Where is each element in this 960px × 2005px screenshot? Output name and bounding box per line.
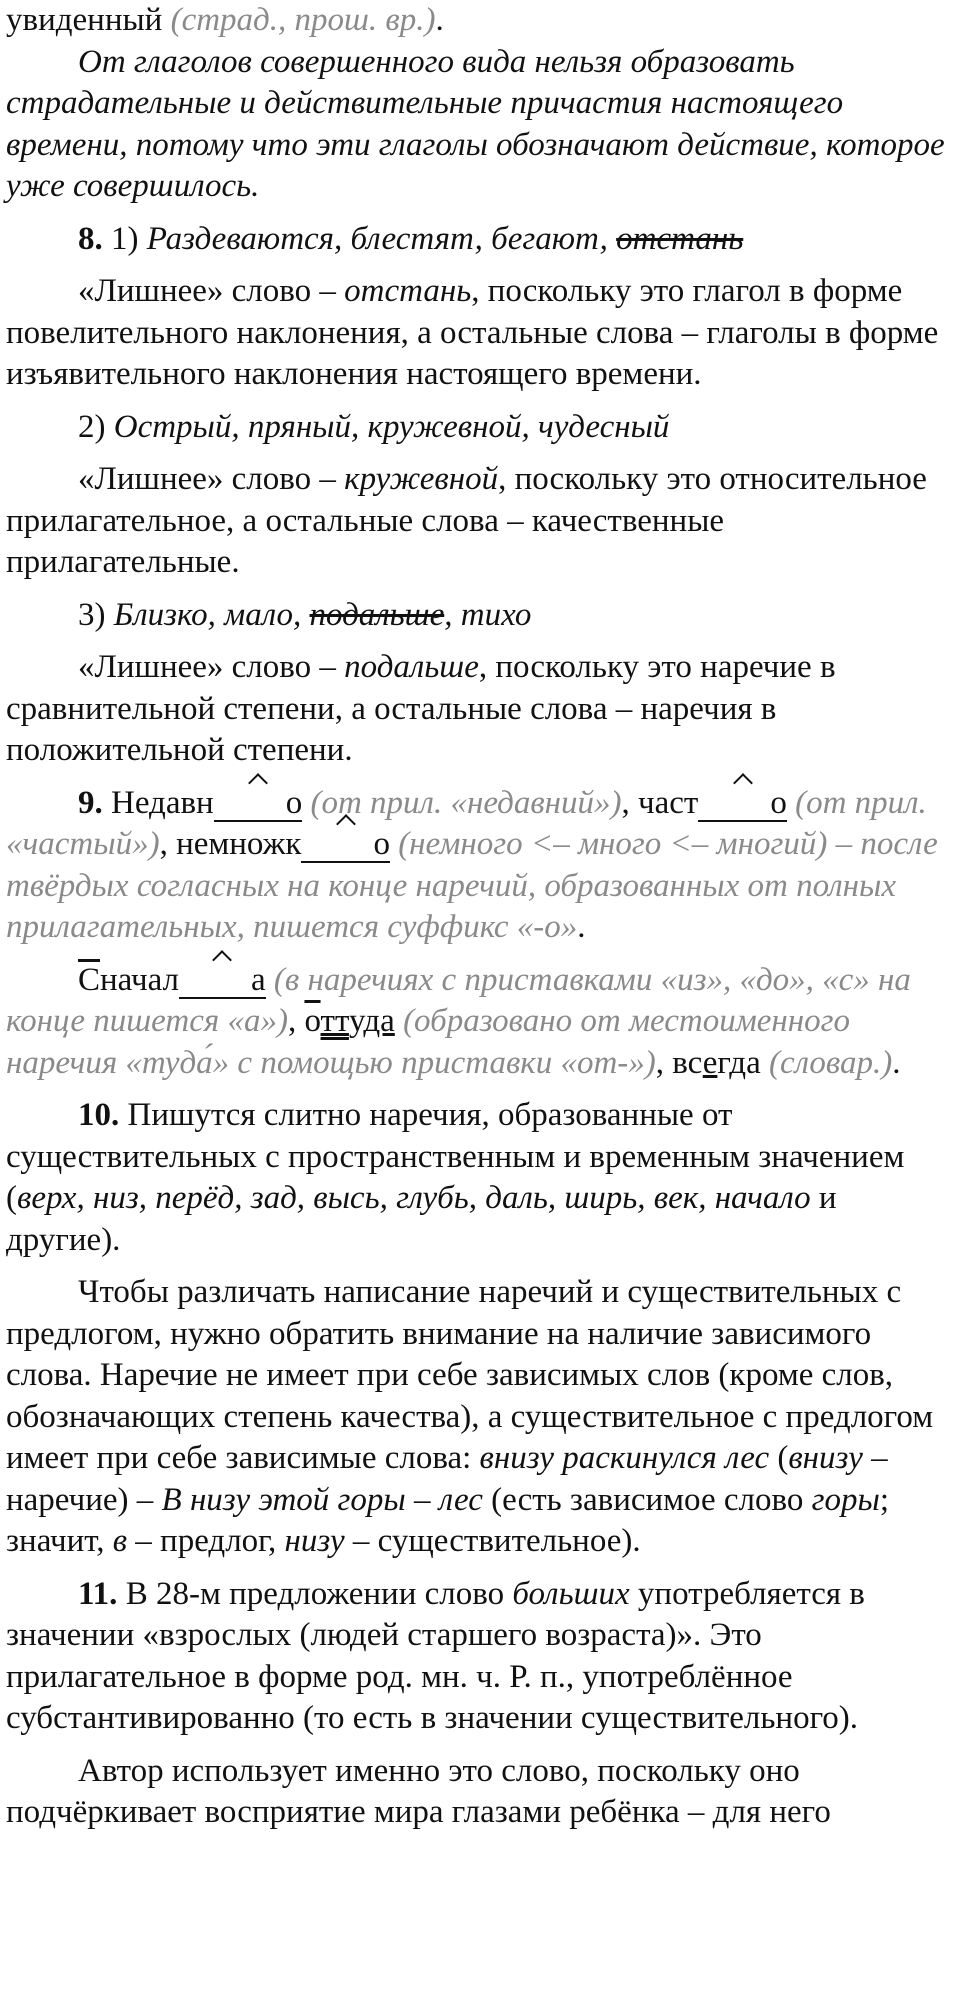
word: уда: [348, 1003, 395, 1039]
odd-word: отстань: [344, 273, 472, 309]
word-list: Острый, пряный, кружевной, чудесный: [113, 408, 670, 445]
text: , поскольку это глагол в форме повелительного наклонения, а остальные слова – глаголы в форме изъявительного наклонения настоящего времени.: [6, 273, 939, 392]
paragraph-participle-end: [6, 0, 950, 42]
text: (: [769, 1440, 789, 1476]
paragraph-perfective-rule: От глаголов совершенного вида нельзя образовать страдательные и действительные причастия настоящего времени, потому что эти глаголы обозначают действие, которое уже совершилось.: [6, 43, 945, 204]
example: внизу раскинулся лес: [479, 1440, 770, 1476]
text: Пишутся слитно наречия, образованные от существительных с пространственным и временным значением (: [6, 1097, 905, 1216]
answer-number: 9.: [78, 784, 103, 821]
word-list: Раздеваются, блестят, бегают,: [146, 220, 617, 257]
grammar-note: (страд., прош. вр.): [170, 2, 436, 38]
suffix-mark: о: [698, 786, 787, 822]
answer-10-explanation: [6, 1272, 950, 1563]
double-consonant: тт: [320, 1003, 349, 1039]
grammar-note: (словар.): [760, 1044, 893, 1081]
word: гда: [717, 1044, 761, 1081]
answer-9-part-1: [6, 783, 950, 949]
word: вс: [672, 1044, 703, 1081]
punct: ,: [655, 1044, 673, 1081]
answer-8-item-3: [6, 595, 950, 637]
grammar-note: (от прил. «частый»): [6, 784, 927, 862]
answer-9-part-2: [6, 960, 950, 1085]
text: «Лишнее» слово –: [78, 273, 345, 309]
example-words: верх, низ, перёд, зад, высь, глубь, даль, ширь, век, начало: [17, 1180, 811, 1216]
answer-number: 10.: [78, 1097, 120, 1133]
item-number: 3): [78, 596, 114, 633]
text: увиденный: [6, 2, 171, 38]
grammar-note: (в наречиях с приставками «из», «до», «с» на конце пишется «а»): [6, 961, 911, 1039]
punct: .: [577, 909, 586, 945]
grammar-note: (немного <– много <– многий) – после твёрдых согласных на конце наречий, образованных от полных прилагательных, пишется суффикс «-о»: [6, 826, 938, 945]
answer-number: 8.: [78, 220, 103, 257]
example: внизу: [788, 1440, 863, 1476]
example: больших: [512, 1575, 630, 1612]
word: Недавн: [102, 784, 214, 821]
punct: ,: [159, 826, 177, 862]
punct: ,: [621, 784, 639, 821]
item-number: 2): [78, 408, 114, 445]
vowel-mark: е: [702, 1044, 718, 1081]
text: – существительное).: [344, 1523, 641, 1559]
text: «Лишнее» слово –: [78, 461, 345, 497]
word: немножк: [176, 826, 302, 862]
crossed-word: подальше: [309, 596, 445, 633]
answer-11-explanation: Автор использует именно это слово, поскольку оно подчёркивает восприятие мира глазами ребёнка – для него: [6, 1752, 831, 1830]
text: Чтобы различать написание наречий и существительных с предлогом, нужно обратить внимание на наличие зависимого слова. Наречие не имеет при себе зависимых слов (кроме слов, обозначающих степень качества), а существительное с предлогом имеет при себе зависимые слова:: [6, 1274, 934, 1476]
example: в: [112, 1523, 128, 1559]
punct: .: [435, 2, 444, 38]
answer-8-explanation-1: [6, 271, 950, 396]
crossed-word: отстань: [616, 220, 744, 257]
word: част: [638, 784, 699, 821]
suffix-mark: о: [301, 827, 390, 863]
answer-8-item-2: [6, 407, 950, 449]
text: , поскольку это наречие в сравнительной степени, а остальные слова – наречия в положительной степени.: [6, 649, 836, 768]
answer-number: 11.: [78, 1575, 118, 1612]
prefix-mark: о: [304, 1003, 321, 1039]
text: – наречие) –: [6, 1440, 888, 1518]
answer-10: [6, 1095, 950, 1261]
text: (есть зависимое слово: [482, 1481, 812, 1518]
odd-word: кружевной: [344, 461, 499, 497]
word-list: , тихо: [444, 596, 532, 633]
punct: ,: [287, 1003, 305, 1039]
grammar-note: (образовано от местоименного наречия «туда́» с помощью приставки «от-»): [6, 1003, 851, 1081]
text: В 28-м предложении слово: [117, 1575, 513, 1612]
word: начал: [100, 961, 180, 998]
answer-8-item-1: [6, 219, 950, 261]
word-list: Близко, мало,: [113, 596, 310, 633]
answer-8-explanation-3: [6, 647, 950, 772]
item-number: 1): [102, 220, 147, 257]
suffix-mark: а: [179, 963, 266, 999]
text: «Лишнее» слово –: [78, 649, 345, 685]
example: горы: [811, 1481, 880, 1518]
suffix-mark: о: [214, 786, 303, 822]
text: и другие).: [6, 1180, 837, 1258]
punct: .: [892, 1044, 901, 1081]
odd-word: подальше: [344, 649, 479, 685]
prefix-mark: С: [78, 961, 101, 998]
text: употребляется в значении «взрослых (людей старшего возраста)». Это прилагательное в форме род. мн. ч. Р. п., употреблённое субстантивированно (то есть в значении существительного).: [6, 1575, 865, 1736]
example: В низу этой горы – лес: [161, 1481, 483, 1518]
answer-11: [6, 1574, 950, 1740]
answer-8-explanation-2: [6, 459, 950, 584]
text: – предлог,: [127, 1523, 285, 1559]
text: , поскольку это относительное прилагательное, а остальные слова – качественные прилагательные.: [6, 461, 927, 580]
grammar-note: (от прил. «недавний»): [302, 784, 622, 821]
text: ; значит,: [6, 1481, 889, 1559]
example: низу: [284, 1523, 345, 1559]
